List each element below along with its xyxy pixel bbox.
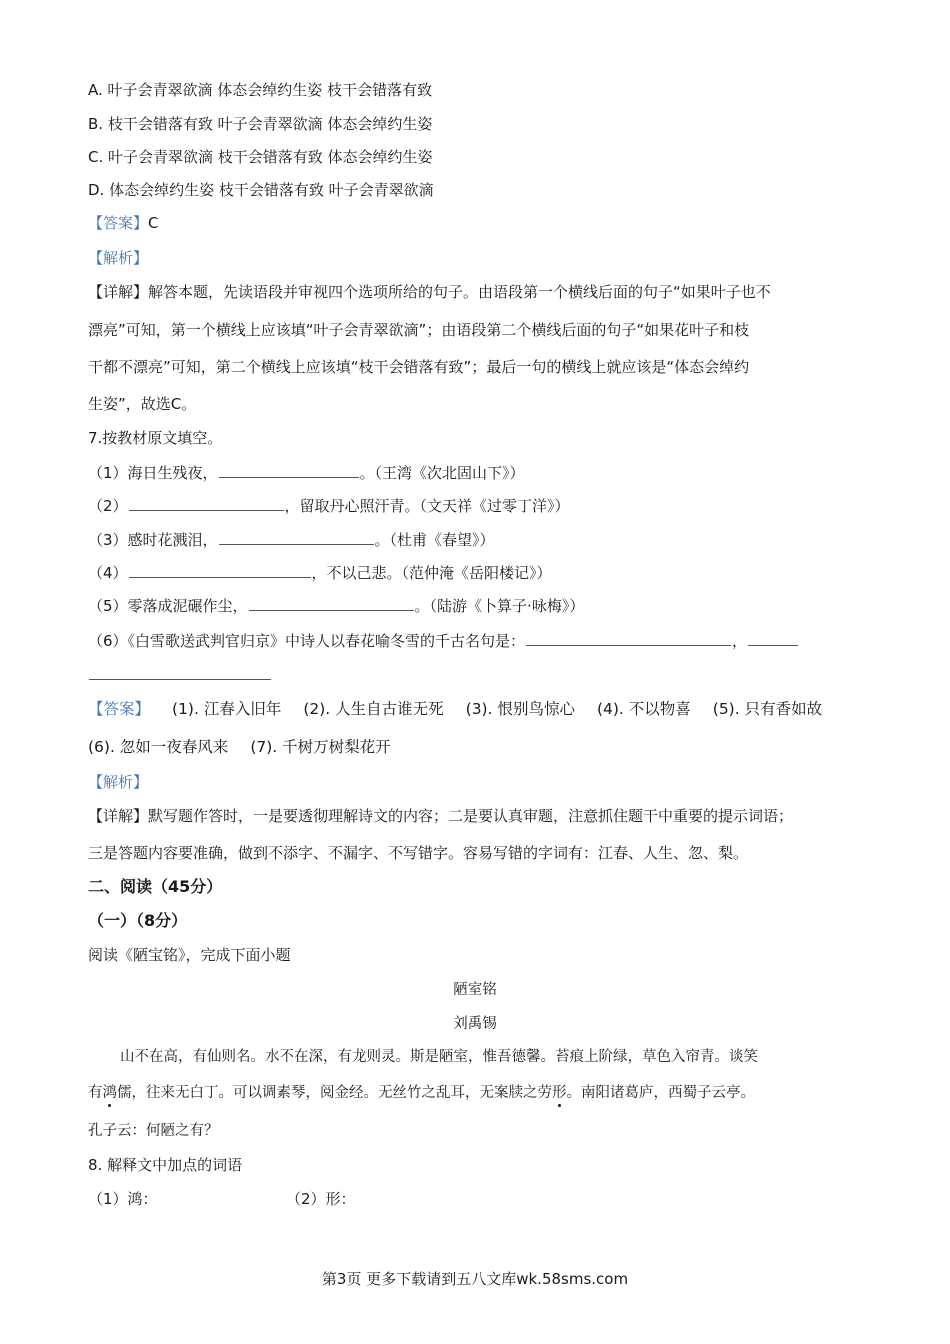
passage-line: 孔子云：何陋之有？ [88, 1123, 219, 1139]
item-text: （3）感时花溅泪， [88, 531, 218, 549]
passage-author: 刘禹锡 [453, 1016, 497, 1032]
q7-item-4 [88, 562, 552, 583]
q6-detail-line: 干都不漂亮”可知，第二个横线上应该填“枝干会错落有致”；最后一句的横线上就应该是“体态会绰约 [88, 358, 750, 376]
q7-item-5 [88, 595, 584, 616]
answer-item: (5). 只有香如故 [712, 700, 823, 718]
passage-text: 。南阳诸葛庐，西蜀子云亭。 [566, 1085, 755, 1101]
answer-blank[interactable] [249, 595, 414, 611]
q6-detail-line: 漂亮”可知，第一个横线上应该填“叶子会青翠欲滴”；由语段第二个横线后面的句子“如果花叶子和枝 [88, 321, 750, 339]
dotted-word: 鸿 [102, 1085, 117, 1101]
passage-title: 陋室铭 [453, 982, 497, 998]
answer-value: C [148, 214, 159, 232]
answer-item: (2). 人生自古谁无死 [303, 700, 444, 718]
answer-blank[interactable] [748, 630, 798, 646]
q6-analysis-tag: 【解析】 [88, 249, 149, 267]
item-text: 。（陆游《卜算子·咏梅》） [414, 597, 585, 615]
q8-item-2: （2）形： [286, 1190, 356, 1208]
answer-item: (1). 江春入旧年 [172, 700, 282, 718]
item-text: ，留取丹心照汗青。（文天祥《过零丁洋》） [284, 497, 570, 515]
answer-tag: 【答案】 [88, 214, 149, 232]
q7-detail-line: 【详解】默写题作答时，一是要透彻理解诗文的内容；二是要认真审题，注意抓住题干中重要的提示词语； [88, 807, 794, 825]
answer-item: (6). 忽如一夜春风来 [88, 738, 229, 756]
section-heading: 二、阅读（45分） [88, 877, 223, 896]
answer-blank[interactable] [526, 630, 731, 646]
q7-answer-line-1 [88, 699, 822, 719]
item-text: 。（杜甫《春望》） [374, 531, 495, 549]
reading-intro: 阅读《陋宝铭》，完成下面小题 [88, 946, 291, 964]
q7-item-6 [88, 630, 799, 651]
item-text: ，不以己悲。（范仲淹《岳阳楼记》） [311, 564, 552, 582]
answer-blank[interactable] [219, 462, 359, 478]
passage-line: 山不在高，有仙则名。水不在深，有龙则灵。斯是陋室，惟吾德馨。苔痕上阶绿，草色入帘青。谈笑 [120, 1049, 758, 1065]
answer-blank[interactable] [219, 529, 374, 545]
answer-blank[interactable] [89, 664, 271, 680]
q8-title: 8. 解释文中加点的词语 [88, 1156, 243, 1174]
q6-answer [88, 213, 159, 233]
q7-item-3 [88, 529, 495, 550]
passage-line [88, 1083, 755, 1103]
item-text: （4） [88, 564, 128, 582]
subsection-heading: （一）（8分） [88, 911, 188, 930]
answer-item: (4). 不以物喜 [596, 700, 691, 718]
item-text: （5）零落成泥碾作尘， [88, 597, 248, 615]
q7-title: 7.按教材原文填空。 [88, 429, 223, 447]
passage-text: 有 [88, 1085, 103, 1101]
item-text: ， [732, 632, 748, 650]
option-b: B. 枝干会错落有致 叶子会青翠欲滴 体态会绰约生姿 [88, 115, 433, 133]
q6-detail-line: 生姿”，故选C。 [88, 395, 197, 413]
item-text: （2） [88, 497, 128, 515]
option-c: C. 叶子会青翠欲滴 枝干会错落有致 体态会绰约生姿 [88, 148, 433, 166]
answer-blank[interactable] [129, 562, 311, 578]
q7-item-1 [88, 462, 525, 483]
item-text: 。（王湾《次北固山下》） [359, 464, 525, 482]
answer-item: (3). 恨别鸟惊心 [465, 700, 575, 718]
dotted-word: 形 [552, 1085, 567, 1101]
option-d: D. 体态会绰约生姿 枝干会错落有致 叶子会青翠欲滴 [88, 181, 434, 199]
q7-item-2 [88, 495, 570, 516]
item-text: （1）海日生残夜， [88, 464, 218, 482]
q7-detail-line: 三是答题内容要准确，做到不添字、不漏字、不写错字。容易写错的字词有：江春、人生、忽、梨。 [88, 844, 749, 862]
q7-analysis-tag: 【解析】 [88, 773, 149, 791]
page-footer: 第3页 更多下载请到五八文库wk.58sms.com [321, 1270, 629, 1288]
option-a: A. 叶子会青翠欲滴 体态会绰约生姿 枝干会错落有致 [88, 81, 433, 99]
answer-tag: 【答案】 [88, 700, 151, 718]
answer-blank[interactable] [129, 495, 284, 511]
answer-item: (7). 千树万树梨花开 [250, 738, 391, 756]
passage-text: 儒，往来无白丁。可以调素琴，阅金经。无丝竹之乱耳，无案牍之劳 [117, 1085, 552, 1101]
item-text: （6）《白雪歌送武判官归京》中诗人以春花喻冬雪的千古名句是： [88, 632, 526, 650]
q8-item-1: （1）鸿： [88, 1190, 158, 1208]
q7-item-6-continued [88, 664, 272, 685]
q6-detail-line: 【详解】解答本题，先读语段并审视四个选项所给的句子。由语段第一个横线后面的句子“如果叶子也不 [88, 283, 771, 301]
q7-answer-line-2 [88, 737, 391, 757]
